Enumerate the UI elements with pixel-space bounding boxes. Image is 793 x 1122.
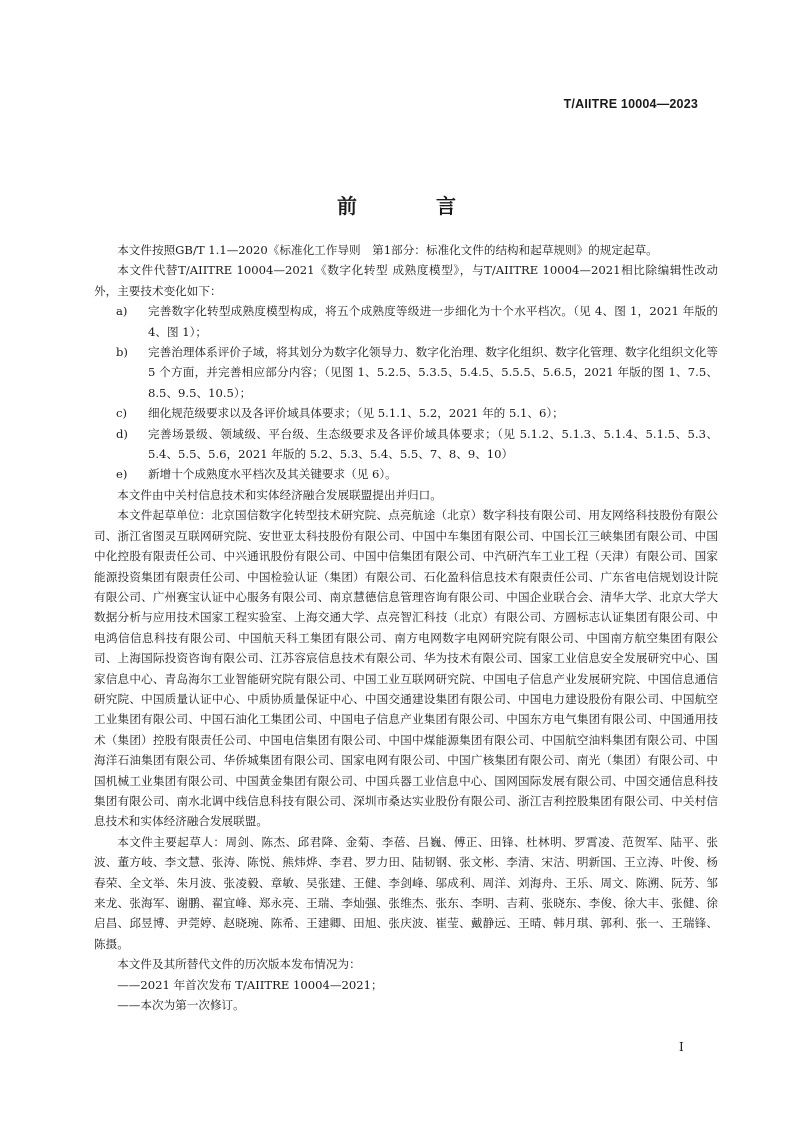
- list-item-text: 完善治理体系评价子域，将其划分为数字化领导力、数字化治理、数字化组织、数字化管理、数字化组织文化等 5 个方面，并完善相应部分内容；（见图 1、5.2.5、5.3.5、5.4.5、5.5.5、5.6.5，2021 年版的图 1、7.5、8.5、9.5、10.5）；: [148, 345, 718, 400]
- paragraph-history-first: ——2021 年首次发布 T/AIITRE 10004—2021；: [117, 977, 383, 992]
- paragraph-replacement: 本文件代替T/AIITRE 10004—2021《数字化转型 成熟度模型》，与T/AIITRE 10004—2021相比除编辑性改动外，主要技术变化如下：: [94, 263, 718, 298]
- list-item-text: 新增十个成熟度水平档次及其关键要求（见 6）。: [148, 467, 397, 482]
- paragraph-drafters: 本文件主要起草人：周剑、陈杰、邱君降、金菊、李蓓、吕巍、傅正、田锋、杜林明、罗霄凌、范贺军、陆平、张波、董方岐、李文慧、张涛、陈悦、熊炜烨、李君、罗力田、陆韧钢、张文彬、李清、宋洁、明新国、王立涛、叶俊、杨春荣、全文举、朱月波、张凌毅、章敏、吴张建、王健、李剑峰、邬成利、周洋、刘海舟、王乐、周文、陈溯、阮芳、邹来龙、张海军、谢鹏、翟宜峰、郑永亮、王瑞、李灿强、张维杰、张东、李明、吉莉、张晓东、李俊、徐大丰、张健、徐启昌、邱昱博、尹莞婷、赵晓琬、陈希、王建卿、田旭、张庆波、崔莹、戴静远、王晴、韩月琪、郭利、张一、王瑞锋、陈摄。: [94, 834, 718, 951]
- standard-code: T/AIITRE 10004—2023: [563, 97, 698, 111]
- page-title: 前 言: [337, 194, 492, 218]
- list-item-text: 细化规范级要求以及各评价域具体要求；（见 5.1.1、5.2，2021 年的 5.1、6）；: [148, 406, 564, 421]
- list-marker: a): [116, 304, 128, 319]
- list-marker: c): [116, 406, 128, 421]
- list-item-text: 完善数字化转型成熟度模型构成，将五个成熟度等级进一步细化为十个水平档次。（见 4、图 1，2021 年版的 4、图 1）；: [148, 304, 718, 339]
- paragraph-drafting-units: 本文件起草单位：北京国信数字化转型技术研究院、点亮航途（北京）数字科技有限公司、用友网络科技股份有限公司、浙江省图灵互联网研究院、安世亚太科技股份有限公司、中国中车集团有限公司、中国长江三峡集团有限公司、中国中化控股有限责任公司、中兴通讯股份有限公司、中国中信集团有限公司、中汽研汽车工业工程（天津）有限公司、国家能源投资集团有限责任公司、中国检验认证（集团）有限公司、石化盈科信息技术有限责任公司、广东省电信规划设计院有限公司、广州赛宝认证中心服务有限公司、南京慧德信息管理咨询有限公司、中国企业联合会、清华大学、北京大学大数据分析与应用技术国家工程实验室、上海交通大学、点亮智汇科技（北京）有限公司、方圆标志认证集团有限公司、中电鸿信信息科技有限公司、中国航天科工集团有限公司、南方电网数字电网研究院有限公司、中国南方航空集团有限公司、上海国际投资咨询有限公司、江苏容宸信息技术有限公司、华为技术有限公司、国家工业信息安全发展研究中心、国家信息中心、青岛海尔工业智能研究院有限公司、中国工业互联网研究院、中国电子信息产业发展研究院、中国信息通信研究院、中国质量认证中心、中质协质量保证中心、中国交通建设集团有限公司、中国电力建设股份有限公司、中国航空工业集团有限公司、中国石油化工集团公司、中国电子信息产业集团有限公司、中国东方电气集团有限公司、中国通用技术（集团）控股有限责任公司、中国电信集团有限公司、中国中煤能源集团有限公司、中国航空油料集团有限公司、中国海洋石油集团有限公司、华侨城集团有限公司、国家电网有限公司、中国广核集团有限公司、南光（集团）有限公司、中国机械工业集团有限公司、中国黄金集团有限公司、中国兵器工业信息中心、国网国际发展有限公司、中国交通信息科技集团有限公司、南水北调中线信息科技有限公司、深圳市桑达实业股份有限公司、浙江吉利控股集团有限公司、中关村信息技术和实体经济融合发展联盟。: [94, 508, 718, 829]
- list-marker: e): [116, 467, 128, 482]
- list-marker: b): [116, 345, 128, 360]
- list-item: [94, 342, 718, 403]
- page-number: I: [679, 1040, 684, 1054]
- list-item: [94, 403, 718, 423]
- list-item: [94, 424, 718, 465]
- list-item: [94, 464, 718, 484]
- document-body: [94, 240, 718, 1015]
- change-list: [94, 301, 718, 485]
- list-marker: d): [116, 426, 128, 441]
- paragraph-proposer: 本文件由中关村信息技术和实体经济融合发展联盟提出并归口。: [117, 487, 442, 502]
- list-item-text: 完善场景级、领域级、平台级、生态级要求及各评价域具体要求；（见 5.1.2、5.1.3、5.1.4、5.1.5、5.3、5.4、5.5、5.6，2021 年版的 5.2、5.3、5.4、5.5、7、8、9、10）: [148, 426, 718, 462]
- paragraph-drafting-rules: 本文件按照GB/T 1.1—2020《标准化工作导则 第1部分：标准化文件的结构和起草规则》的规定起草。: [117, 243, 658, 257]
- list-item: [94, 301, 718, 342]
- paragraph-version-history: 本文件及其所替代文件的历次版本发布情况为：: [117, 957, 361, 972]
- paragraph-history-revision: ——本次为第一次修订。: [117, 998, 245, 1013]
